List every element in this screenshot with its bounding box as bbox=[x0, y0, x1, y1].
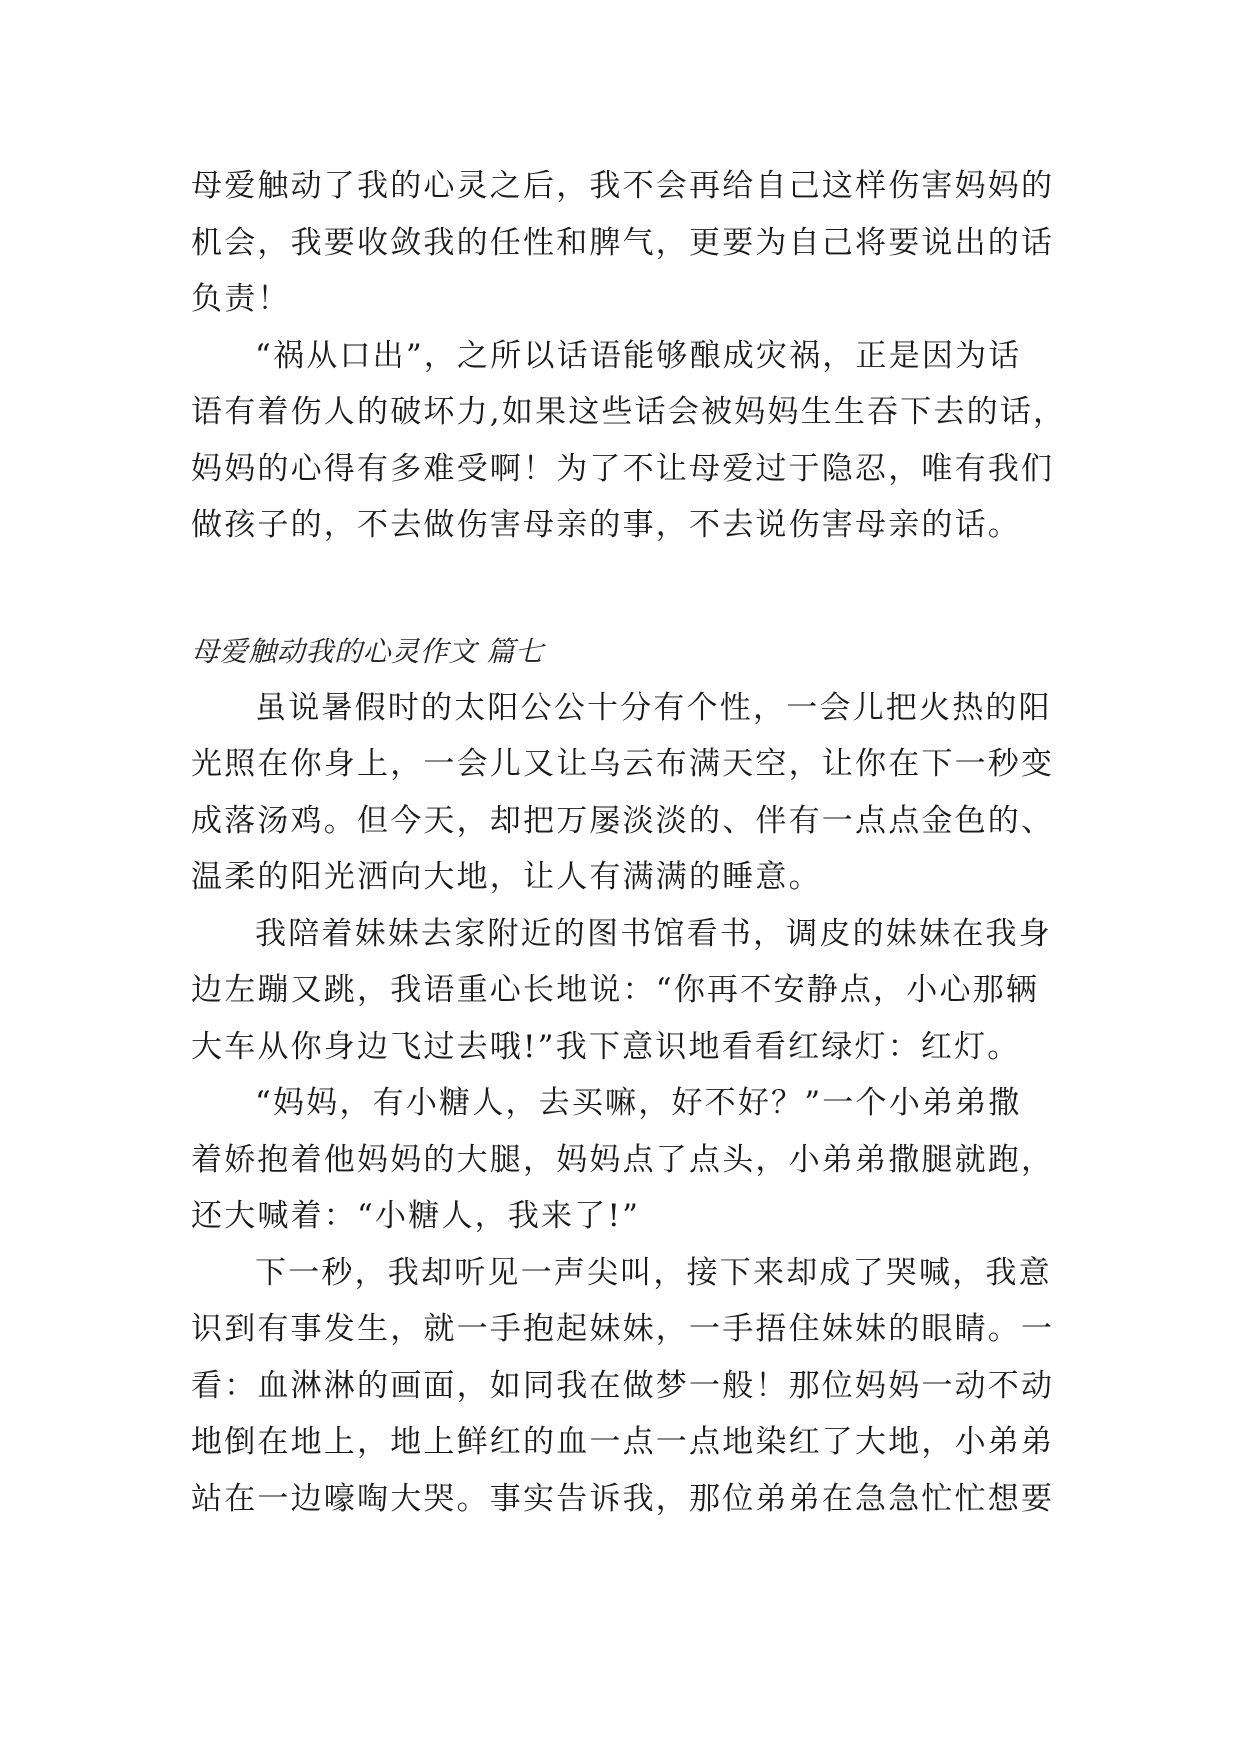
text-line: 光照在你身上，一会儿又让乌云布满天空，让你在下一秒变 bbox=[191, 746, 1055, 782]
text-line: 边左蹦又跳，我语重心长地说：“你再不安静点，小心那辆 bbox=[191, 972, 1040, 1008]
text-line: 妈妈的心得有多难受啊！为了不让母爱过于隐忍，唯有我们 bbox=[191, 450, 1055, 487]
text-line: 温柔的阳光洒向大地，让人有满满的睡意。 bbox=[191, 859, 822, 895]
text-line: 站在一边嚎啕大哭。事实告诉我，那位弟弟在急急忙忙想要 bbox=[191, 1480, 1055, 1517]
section-heading: 母爱触动我的心灵作文 篇七 bbox=[191, 634, 544, 668]
text-line: 负责！ bbox=[191, 281, 291, 317]
text-line: “妈妈，有小糖人，去买嘛，好不好？”一个小弟弟撒 bbox=[255, 1085, 1022, 1121]
paragraph-4 bbox=[191, 1245, 1071, 1528]
paragraph-continuation bbox=[191, 158, 1071, 328]
paragraph-1 bbox=[191, 680, 1071, 906]
text-line: 机会，我要收敛我的任性和脾气，更要为自己将要说出的话 bbox=[191, 224, 1055, 261]
paragraph-quote bbox=[191, 328, 1071, 554]
paragraph-2 bbox=[191, 906, 1071, 1076]
text-line: 看：血淋淋的画面，如同我在做梦一般！那位妈妈一动不动 bbox=[191, 1367, 1055, 1404]
text-line: 语有着伤人的破坏力,如果这些话会被妈妈生生吞下去的话， bbox=[191, 394, 1067, 430]
document-body bbox=[191, 158, 1071, 1527]
section-gap bbox=[191, 554, 1071, 610]
text-line: 做孩子的，不去做伤害母亲的事，不去说伤害母亲的话。 bbox=[191, 507, 1021, 543]
text-line: 地倒在地上，地上鲜红的血一点一点地染红了大地，小弟弟 bbox=[191, 1424, 1055, 1460]
text-line: 还大喊着：“小糖人，我来了!” bbox=[191, 1198, 641, 1234]
text-line: 虽说暑假时的太阳公公十分有个性，一会儿把火热的阳 bbox=[255, 689, 1052, 726]
text-line: 着娇抱着他妈妈的大腿，妈妈点了点头，小弟弟撒腿就跑， bbox=[191, 1141, 1055, 1178]
paragraph-3 bbox=[191, 1075, 1071, 1245]
text-line: “祸从口出”，之所以话语能够酿成灾祸，正是因为话 bbox=[255, 337, 1022, 374]
text-line: 大车从你身边飞过去哦!”我下意识地看看红绿灯：红灯。 bbox=[191, 1028, 1021, 1065]
text-line: 母爱触动了我的心灵之后，我不会再给自己这样伤害妈妈的 bbox=[191, 168, 1055, 204]
text-line: 下一秒，我却听见一声尖叫，接下来却成了哭喊，我意 bbox=[255, 1254, 1052, 1291]
text-line: 我陪着妹妹去家附近的图书馆看书，调皮的妹妹在我身 bbox=[255, 915, 1052, 952]
text-line: 成落汤鸡。但今天，却把万屡淡淡的、伴有一点点金色的、 bbox=[191, 802, 1055, 839]
text-line: 识到有事发生，就一手抱起妹妹，一手捂住妹妹的眼睛。一 bbox=[191, 1311, 1055, 1347]
